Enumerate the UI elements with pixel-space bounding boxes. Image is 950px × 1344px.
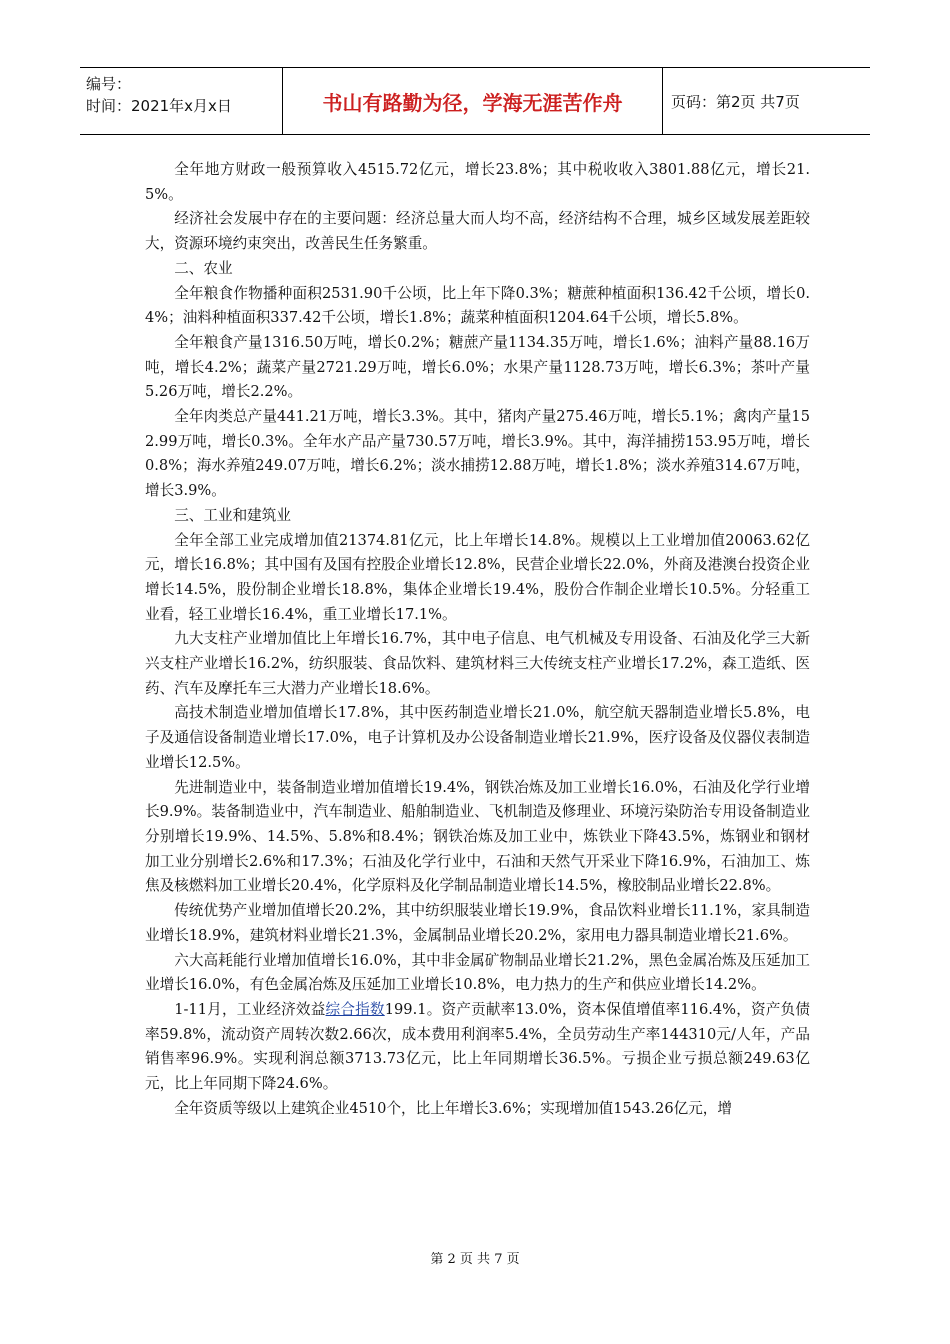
paragraph: 经济社会发展中存在的主要问题：经济总量大而人均不高，经济结构不合理，城乡区域发展差距较大，资源环境约束突出，改善民生任务繁重。 <box>145 210 810 253</box>
paragraph: 全年粮食产量1316.50万吨，增长0.2%；糖蔗产量1134.35万吨，增长1.6%；油料产量88.16万吨，增长4.2%；蔬菜产量2721.29万吨，增长6.0%；水果产量1128.73万吨，增长6.3%；茶叶产量5.26万吨，增长2.2%。 <box>145 333 810 401</box>
header-page-number: 页码：第2页 共7页 <box>671 92 800 111</box>
paragraph: 全年地方财政一般预算收入4515.72亿元，增长23.8%；其中税收收入3801.88亿元，增长21.5%。 <box>145 161 810 203</box>
paragraph: 九大支柱产业增加值比上年增长16.7%，其中电子信息、电气机械及专用设备、石油及化学三大新兴支柱产业增长16.2%，纺织服装、食品饮料、建筑材料三大传统支柱产业增长17.2%，森工造纸、医药、汽车及摩托车三大潜力产业增长18.6%。 <box>145 630 810 697</box>
efficiency-text-before: 1-11月，工业经济效益 <box>174 1000 326 1018</box>
paragraph: 全年粮食作物播种面积2531.90千公顷，比上年下降0.3%；糖蔗种植面积136.42千公顷，增长0.4%；油料种植面积337.42千公顷，增长1.8%；蔬菜种植面积1204.64千公顷，增长5.8%。 <box>145 284 810 327</box>
header-meta <box>80 68 283 134</box>
document-date: 时间：2021年x月x日 <box>86 97 232 115</box>
section-heading: 二、农业 <box>174 259 233 277</box>
page-footer: 第 2 页 共 7 页 <box>430 1252 520 1267</box>
paragraph: 高技术制造业增加值增长17.8%，其中医药制造业增长21.0%，航空航天器制造业增长5.8%，电子及通信设备制造业增长17.0%，电子计算机及办公设备制造业增长21.9%，医疗设备及仪器仪表制造业增长12.5%。 <box>145 704 810 771</box>
document-number: 编号： <box>86 75 132 93</box>
paragraph: 全年资质等级以上建筑企业4510个，比上年增长3.6%；实现增加值1543.26亿元，增 <box>174 1099 732 1117</box>
section-heading: 三、工业和建筑业 <box>174 506 291 524</box>
paragraph: 先进制造业中，装备制造业增加值增长19.4%，钢铁冶炼及加工业增长16.0%，石油及化学行业增长9.9%。装备制造业中，汽车制造业、船舶制造业、飞机制造及修理业、环境污染防治专用设备制造业分别增长19.9%、14.5%、5.8%和8.4%；钢铁冶炼及加工业中，炼铁业下降43.5%，炼钢业和钢材加工业分别增长2.6%和17.3%；石油及化学行业中，石油和天然气开采业下降16.9%，石油加工、炼焦及核燃料加工业增长20.4%，化学原料及化学制品制造业增长14.5%，橡胶制品业增长22.8%。 <box>145 778 810 895</box>
paragraph: 传统优势产业增加值增长20.2%，其中纺织服装业增长19.9%，食品饮料业增长11.1%，家具制造业增长18.9%，建筑材料业增长21.3%，金属制品业增长20.2%，家用电力器具制造业增长21.6%。 <box>145 902 810 944</box>
efficiency-text-after: 199.1。资产贡献率13.0%，资本保值增值率116.4%，资产负债率59.8%，流动资产周转次数2.66次，成本费用利润率5.4%，全员劳动生产率144310元/人年，产品销售率96.9%。实现利润总额3713.73亿元，比上年同期增长36.5%。亏损企业亏损总额249.63亿元，比上年同期下降24.6%。 <box>145 1000 810 1093</box>
document-body <box>145 158 810 1121</box>
composite-index-link[interactable]: 综合指数 <box>325 1000 385 1018</box>
paragraph-efficiency <box>145 998 810 1097</box>
paragraph: 全年肉类总产量441.21万吨，增长3.3%。其中，猪肉产量275.46万吨，增长5.1%；禽肉产量152.99万吨，增长0.3%。全年水产品产量730.57万吨，增长3.9%。其中，海洋捕捞153.95万吨，增长0.8%；海水养殖249.07万吨，增长6.2%；淡水捕捞12.88万吨，增长1.8%；淡水养殖314.67万吨，增长3.9%。 <box>145 408 810 500</box>
paragraph: 全年全部工业完成增加值21374.81亿元，比上年增长14.8%。规模以上工业增加值20063.62亿元，增长16.8%；其中国有及国有控股企业增长12.8%，民营企业增长22.0%，外商及港澳台投资企业增长14.5%，股份制企业增长18.8%，集体企业增长19.4%，股份合作制企业增长10.5%。分轻重工业看，轻工业增长16.4%，重工业增长17.1%。 <box>145 531 810 623</box>
header-motto: 书山有路勤为径，学海无涯苦作舟 <box>283 68 663 134</box>
page-header <box>80 67 870 135</box>
paragraph: 六大高耗能行业增加值增长16.0%，其中非金属矿物制品业增长21.2%，黑色金属冶炼及压延加工业增长16.0%，有色金属冶炼及压延加工业增长10.8%，电力热力的生产和供应业增长14.2%。 <box>145 951 810 994</box>
